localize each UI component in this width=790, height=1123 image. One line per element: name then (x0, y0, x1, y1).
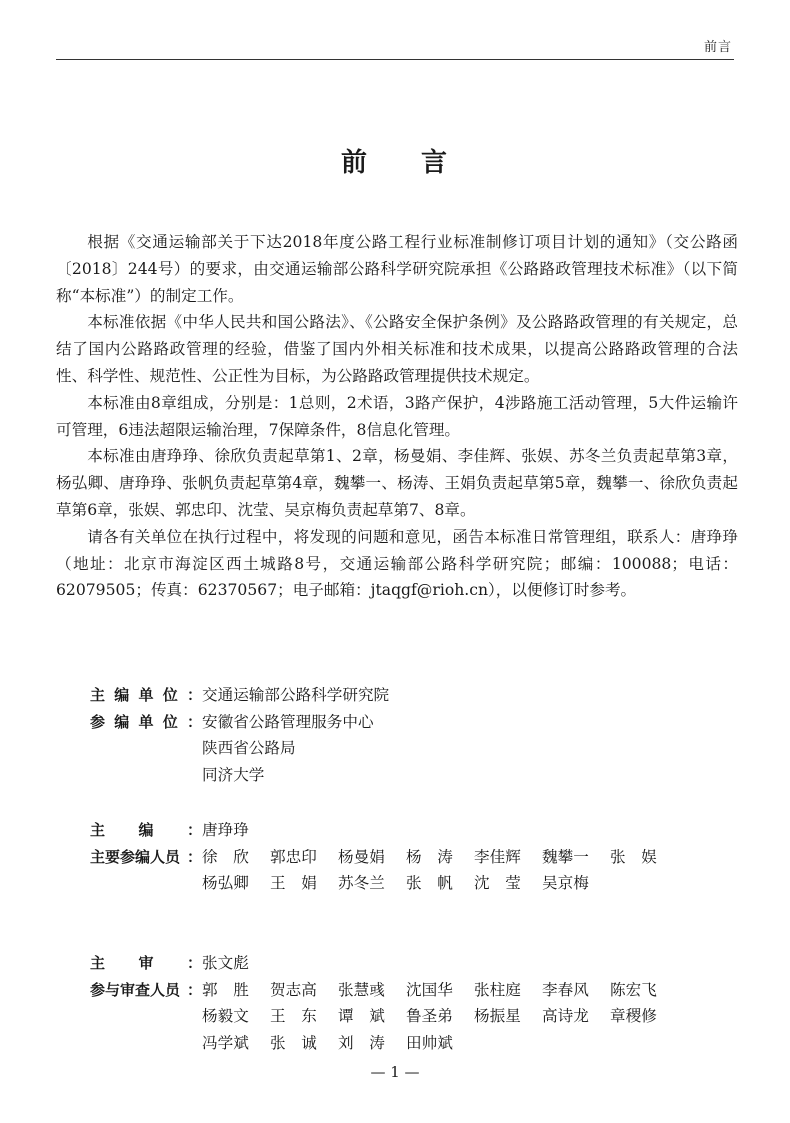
paragraph: 本标准由8章组成，分别是：1总则，2术语，3路产保护，4涉路施工活动管理，5大件运输许可管理，6违法超限运输治理，7保障条件，8信息化管理。 (56, 393, 738, 439)
paragraph: 本标准依据《中华人民共和国公路法》、《公路安全保护条例》及公路路政管理的有关规定，总结了国内公路路政管理的经验，借鉴了国内外相关标准和技术成果，以提高公路路政管理的合法性、科学性、规范性、公正性为目标，为公路路政管理提供技术规定。 (56, 313, 738, 385)
page-title (0, 142, 790, 179)
list-item: 杨毅文 (202, 1007, 249, 1025)
chief-unit-value: 交通运输部公路科学研究院 (202, 686, 390, 704)
title-char-2: 言 (421, 148, 450, 178)
list-item: 张柱庭 (474, 980, 521, 999)
list-item: 张 诚 (270, 1033, 317, 1052)
list-item: 同济大学 (202, 765, 265, 784)
participant-unit-row (90, 709, 730, 789)
running-head: 前言 (703, 40, 732, 55)
list-item: 冯学斌 (202, 1033, 249, 1052)
reviewers-row (90, 977, 730, 1057)
list-item: 安徽省公路管理服务中心 (202, 712, 374, 731)
main-editors-row (90, 844, 730, 897)
list-item: 杨弘卿 (202, 874, 249, 892)
list-item: 张慧彧 (338, 980, 385, 999)
list-item: 田帅斌 (406, 1033, 453, 1052)
chief-unit-row (90, 682, 730, 709)
list-item: 高诗龙 (542, 1007, 589, 1025)
participant-unit-label: 参 编 单 位 ： (90, 712, 202, 731)
list-item: 吴京梅 (542, 874, 589, 892)
list-item: 李佳辉 (474, 847, 521, 866)
preface-body (56, 229, 738, 604)
main-editors-label: 主要参编人员 ： (90, 847, 202, 866)
list-item: 鲁圣弟 (406, 1007, 453, 1025)
chief-reviewer-row (90, 950, 730, 977)
list-item: 李春风 (542, 980, 589, 999)
list-item: 刘 涛 (338, 1033, 385, 1052)
list-item: 陈宏飞 (610, 980, 657, 999)
list-item: 王 东 (270, 1007, 317, 1025)
main-editors-list (202, 844, 730, 897)
list-item: 沈 莹 (474, 874, 521, 892)
chief-editor-row (90, 817, 730, 844)
units-block (90, 682, 730, 788)
chief-reviewer-value: 张文彪 (202, 954, 249, 972)
chief-editor-value: 唐琤琤 (202, 821, 249, 839)
chief-editor-label: 主 编 ： (90, 821, 202, 839)
list-item: 王 娟 (270, 874, 317, 892)
list-item: 章稷修 (610, 1007, 657, 1025)
list-item: 郭 胜 (202, 980, 249, 999)
list-item: 徐 欣 (202, 847, 249, 866)
list-item: 杨 涛 (406, 847, 453, 866)
chief-unit-label: 主 编 单 位 ： (90, 686, 202, 704)
paragraph: 本标准由唐琤琤、徐欣负责起草第1、2章，杨曼娟、李佳辉、张娱、苏冬兰负责起草第3章，杨弘卿、唐琤琤、张帆负责起草第4章，魏攀一、杨涛、王娟负责起草第5章，魏攀一、徐欣负责起草第6章，张娱、郭忠印、沈莹、吴京梅负责起草第7、8章。 (56, 447, 738, 519)
list-item: 杨曼娟 (338, 847, 385, 866)
list-item: 张 帆 (406, 874, 453, 892)
page-number: — 1 — (370, 1063, 420, 1081)
reviewers-list (202, 977, 730, 1057)
reviewers-label: 参与审查人员 ： (90, 980, 202, 999)
review-block (90, 950, 730, 1056)
paragraph: 根据《交通运输部关于下达2018年度公路工程行业标准制修订项目计划的通知》（交公路函〔2018〕244号）的要求，由交通运输部公路科学研究院承担《公路路政管理技术标准》（以下简称“本标准”）的制定工作。 (56, 233, 738, 305)
list-item: 沈国华 (406, 980, 453, 999)
list-item: 杨振星 (474, 1007, 521, 1025)
chief-reviewer-label: 主 审 ： (90, 954, 202, 972)
list-item: 苏冬兰 (338, 874, 385, 892)
list-item: 张 娱 (610, 847, 657, 866)
header-rule (56, 59, 734, 60)
list-item: 陕西省公路局 (202, 739, 296, 757)
list-item: 谭 斌 (338, 1007, 385, 1025)
editors-block (90, 817, 730, 897)
list-item: 郭忠印 (270, 847, 317, 866)
list-item: 魏攀一 (542, 847, 589, 866)
participant-unit-list (202, 709, 730, 789)
paragraph: 请各有关单位在执行过程中，将发现的问题和意见，函告本标准日常管理组，联系人：唐琤琤（地址：北京市海淀区西土城路8号，交通运输部公路科学研究院；邮编：100088；电话：62079505；传真：62370567；电子邮箱：jtaqgf@rioh.cn），以便修订时参考。 (56, 527, 738, 600)
list-item: 贺志高 (270, 980, 317, 999)
title-char-1: 前 (340, 148, 369, 178)
